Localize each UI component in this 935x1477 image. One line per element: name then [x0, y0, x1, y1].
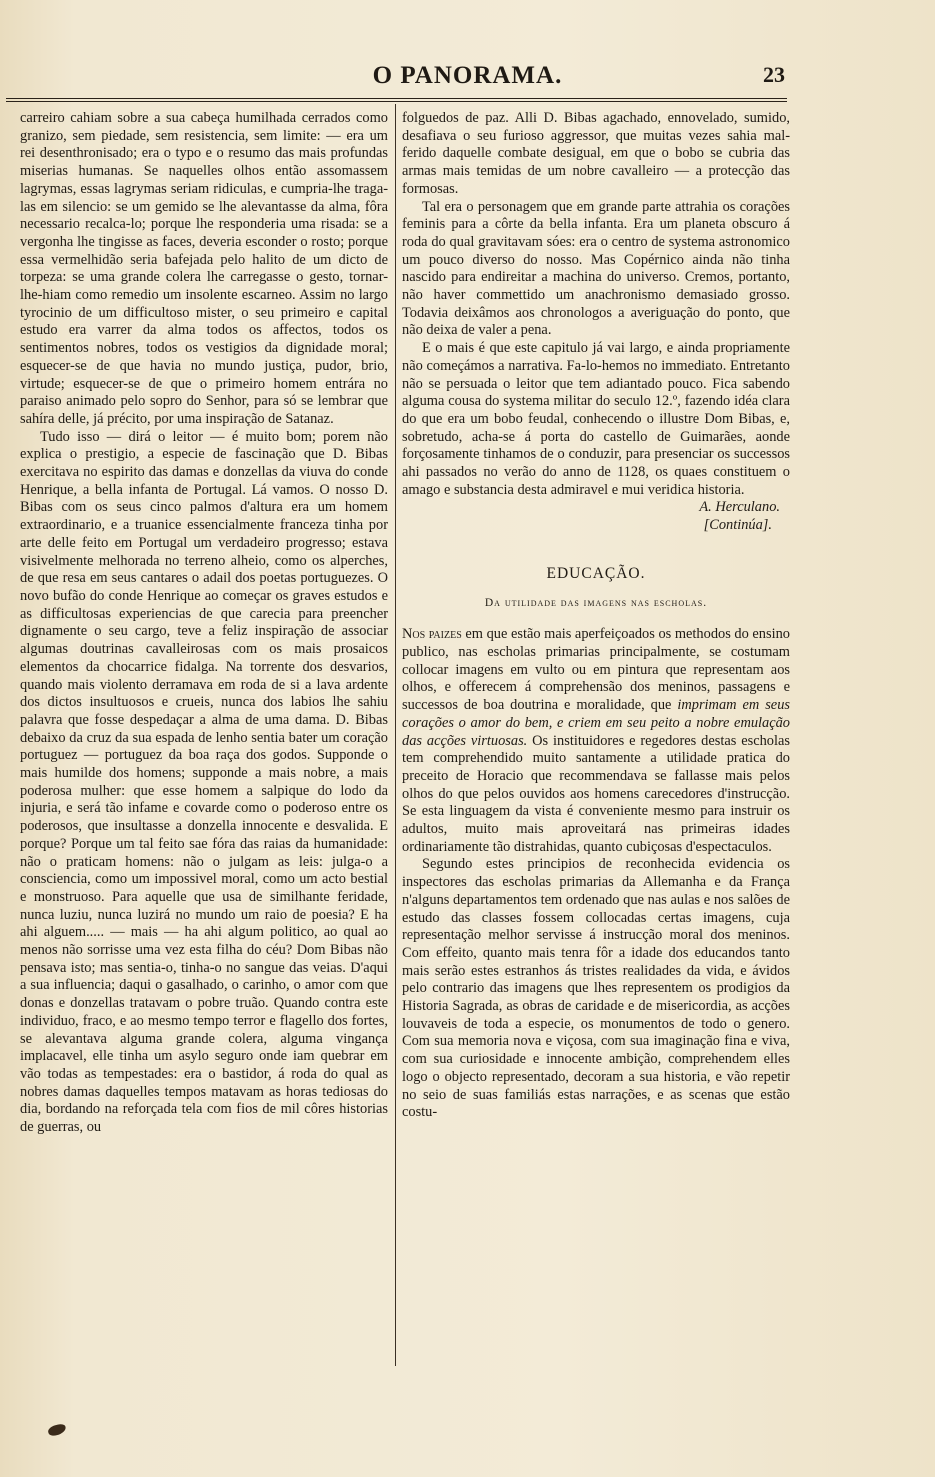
left-paragraph-2: Tudo isso — dirá o leitor — é muito bom; porem não explica o prestigio, a especie de fascinação que D. Bibas exercitava no espirito das damas e donzellas da viuva do conde Henrique, a bella infanta de Portugal. Lá vamos. O nosso D. Bibas com os seus cinco palmos d'altura era um homem extraordinario, e a truanice essencialmente franceza tinha por arte delle feito em Portugal um verdadeiro progresso; estava visivelmente melhorada no terreno alheio, como os alperches, de que resa em seus cantares o adail dos poetas portuguezes. O novo bufão do conde Henrique ao começar os graves estudos e as difficultosas experiencias de que carecia para preencher dignamente o seu cargo, teve a feliz inspiração de associar algumas doutrinas cavalleirosas com os mais prosaicos elementos da chocarrice fidalga. Na torrente dos desvarios, quando mais violento derramava em roda de si a lava ardente dos dictos insultuosos e crueis, nunca dos labios lhe sahiu palavra que fosse despedaçar a alma de uma dama. D. Bibas debaixo da cruz da sua espada de lenho sentia bater um coração portuguez — portuguez da boa raça dos godos. Supponde o mais humilde dos homens; supponde a mais nobre, a mais poderosa mulher: que esse homem a salpique do lodo da injuria, e será tão infame e covarde como o poderoso entre os poderosos, que insultasse a donzella innocente e desvalida. E porque? Porque um tal feito sae fóra das raias da humanidade: não o praticam homens: não o julgam as leis: julga-o a consciencia, como um impossivel moral, como um acto bestial e monstruoso. Para aquelle que usa de similhante feridade, nunca luziu, nunca luzirá no mundo um raio de poesia? E ha ahi alguem..... — mais — ha ahi algum politico, ao qual ao menos não sorrisse uma vez esta filha do céu? Dom Bibas não pensava isto; mas sentia-o, tinha-o no sangue das veias. D'aqui a sua influencia; daqui o gasalhado, o carinho, o amor com que donas e donzellas tratavam o pobre truão. Quando contra este individuo, fraco, e ao mesmo tempo terror e flagello dos fortes, se alevantava alguma grande colera, alguma vingança implacavel, elle tinha um asylo seguro onde iam quebrar em vão todas as tempestades: era o bastidor, á roda do qual as nobres damas daquelles tempos matavam as horas tediosas do dia, bordando na reforçada tela com fios de mil côres historias de guerras, ou [20, 428, 388, 1136]
page-header [0, 60, 935, 100]
right-paragraph-1: folguedos de paz. Alli D. Bibas agachado, ennovelado, sumido, desafiava o seu furioso aggressor, que muitas vezes sahia mal-ferido daquelle combate desigual, em que o bobo se cubria das armas mais temidas de um nobre cavalleiro — a protecção das formosas. [402, 110, 790, 197]
author-signature: A. Herculano. [699, 499, 780, 516]
masthead: O PANORAMA. [372, 62, 563, 89]
left-column [20, 110, 388, 1137]
lead-word: Nos paizes [402, 626, 462, 643]
left-paragraph-1: carreiro cahiam sobre a sua cabeça humilhada cerrados como granizo, sem piedade, sem resistencia, sem limite: — era um rei desenthronisado; era o typo e o resumo das mais profundas miserias humanas. Se naquelles olhos então assomassem lagrymas, essas lagrymas seriam ridiculas, e cumpria-lhe traga-las em silencio: se um gemido se lhe alevantasse da alma, fôra necessario recalca-lo; porque lhe responderia uma risada: se a vergonha lhe tingisse as faces, deveria esconder o rosto; porque essa vermelhidão seria bafejada pelo halito de um dicto de torpeza: se uma grande colera lhe carregasse o gesto, tornar-lhe-hiam como remedio um insolente escarneo. Assim no largo tyrocinio de um difficultoso mister, o seu primeiro e capital estudo era varrer da alma todos os affectos, todos os sentimentos nobres, todos os vestigios da dignidade moral; esquecer-se de que havia no mundo justiça, pudor, brio, virtude; esquecer-se de que o primeiro homem entrára no paraiso animado pelo sopro do Senhor, para só se lembrar que sahíra delle, já précito, por uma inspiração de Satanaz. [20, 110, 388, 427]
ink-blot [47, 1423, 67, 1437]
education-p1-b: Os instituidores e regedores destas escholas tem comprehendido muito santamente a utilidade pratica do preceito de Horacio que recommendava se fallasse mais pelos olhos do que pelos ouvidos aos homens carecedores d'instrucção. Se esta linguagem da vista é conveniente mesmo para instruir os adultos, muito mais aproveitará nas primeiras idades ordinariamente tão distrahidas, quanto cubiçosas d'espectaculos. [402, 732, 790, 855]
education-paragraph-1 [402, 626, 790, 856]
section-title: EDUCAÇÃO. [546, 564, 646, 582]
page-number: 23 [763, 62, 785, 87]
section-subtitle: Da utilidade das imagens nas escholas. [484, 596, 708, 609]
education-quote: imprimam em seus corações o amor do bem, e criem em seu peito a nobre emulação das acções virtuosas. [402, 697, 790, 749]
header-rule-double [6, 101, 787, 102]
education-paragraph-2: Segundo estes principios de reconhecida evidencia os inspectores das escholas primarias da Allemanha e da França n'alguns departamentos tem ordenado que nas aulas e nos salões de estudo das classes fossem collocadas certas imagens, cuja representação melhor servisse á instrucção moral dos meninos. Com effeito, quanto mais tenra fôr a idade dos educandos tanto mais serão estes estranhos ás tristes realidades da vida, e ávidos pelo contrario das imagens que lhes representem os prodigios da Historia Sagrada, as obras de caridade e de misericordia, as acções louvaveis de toda a especie, os monumentos de todo o genero. Com sua memoria nova e viçosa, com sua imaginação fina e viva, com sua curiosidade e innocente ambição, comprehendem elles logo o objecto representado, decoram a sua historia, e vão repetir no seio de suas familiás estas narrações, e as scenas que estão costu- [402, 856, 790, 1121]
right-paragraph-2: Tal era o personagem que em grande parte attrahia os corações feminis para a côrte da bella infanta. Era um planeta obscuro á roda do qual gravitavam sóes: era o centro de systema astronomico um pouco diverso do nosso. Mas Copérnico ainda não tinha nascido para endireitar a machina do universo. Cremos, portanto, não haver commettido um anachronismo demasiado grosso. Todavia deixâmos aos chronologos a averiguação do ponto, que não deixa de valer a pena. [402, 198, 790, 339]
right-paragraph-3: E o mais é que este capitulo já vai largo, e ainda propriamente não começámos a narrativa. Fa-lo-hemos no immediato. Entretanto não se persuada o leitor que tem adiantado pouco. Fica sabendo alguma cousa do systema militar do seculo 12.º, fazendo idéa clara do que era um bobo feudal, conhecendo o illustre Dom Bibas, e, sobretudo, acha-se á porta do castello de Guimarães, aonde forçosamente tinhamos de o conduzir, para presenciar os successos ahi passados no verão do anno de 1128, os quaes constituem o amago e substancia desta admiravel e mui veridica historia. [402, 340, 790, 498]
continued-note: [Continúa]. [703, 517, 772, 534]
education-p1-a: em que estão mais aperfeiçoados os methodos do ensino publico, nas escholas primarias principalmente, se costumam collocar imagens em vulto ou em pintura que representam aos olhos, e offerecem á comprehensão dos meninos, passagens e successos de boa doutrina e moralidade, que [402, 626, 790, 714]
header-rule [6, 98, 787, 99]
column-divider [395, 104, 396, 1366]
right-column [402, 110, 790, 1122]
